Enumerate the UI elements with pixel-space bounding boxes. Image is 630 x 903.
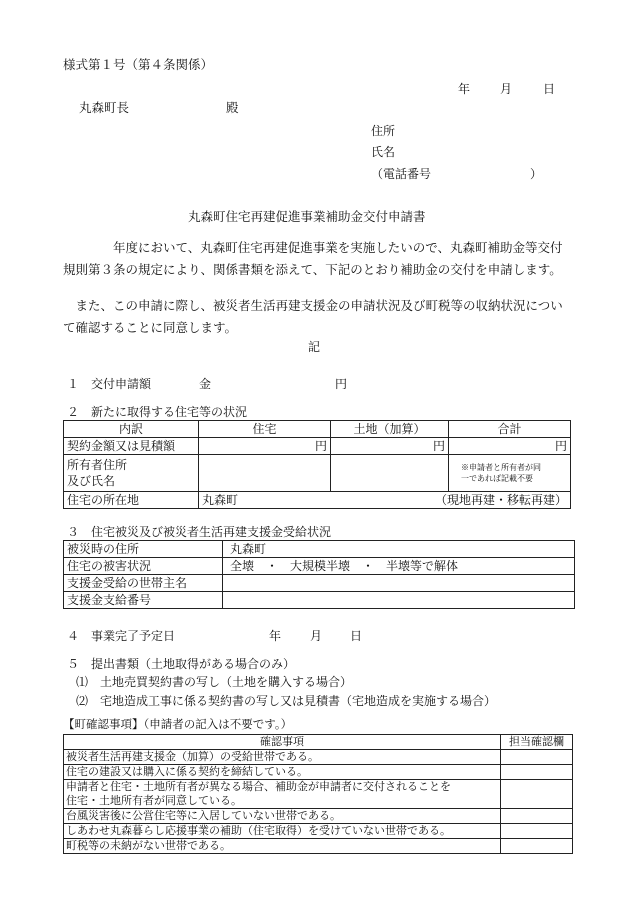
confirm-check-cell [501, 824, 573, 839]
confirm-item: 被災者生活再建支援金（加算）の受給世帯である。 [64, 750, 501, 765]
section4-label: ４ 事業完了予定日 [67, 629, 176, 643]
confirm-header-check: 担当確認欄 [501, 735, 573, 750]
confirm-item: しあわせ丸森暮らし応援事業の補助（住宅取得）を受けていない世帯である。 [64, 824, 501, 839]
section5-item: ⑴ 土地売買契約書の写し（土地を購入する場合） [76, 675, 353, 689]
confirm-check-cell [501, 750, 573, 765]
confirm-item: 町税等の未納がない世帯である。 [64, 839, 501, 854]
section3-heading: ３ 住宅被災及び被災者生活再建支援金受給状況 [67, 525, 332, 539]
form-id: 様式第１号（第４条関係） [63, 57, 214, 72]
section4-year: 年 [269, 629, 282, 643]
s2-contract-total-yen: 円 [449, 438, 571, 455]
confirm-item [64, 780, 501, 809]
section1-kin: 金 [199, 377, 212, 391]
confirm-check-cell [501, 765, 573, 780]
s2-owner-label [64, 455, 199, 492]
section1-label: １ 交付申請額 [67, 377, 152, 391]
confirm-item-line: 申請者と住宅・土地所有者が異なる場合、補助金が申請者に交付されることを [66, 780, 451, 793]
document-title: 丸森町住宅再建促進事業補助金交付申請書 [188, 209, 426, 224]
s2-location-value [199, 492, 571, 509]
s2-location-label: 住宅の所在地 [64, 492, 199, 509]
s2-owner-note [449, 455, 571, 492]
confirm-heading: 【町確認事項】（申請者の記入は不要です。） [63, 717, 293, 731]
confirm-table [63, 734, 573, 854]
section5-heading: ５ 提出書類（土地取得がある場合のみ） [67, 657, 296, 671]
s2-location-town: 丸森町 [202, 493, 239, 507]
s3-row-label: 被災時の住所 [64, 541, 223, 558]
confirm-item: 台風災害後に公営住宅等に入居していない世帯である。 [64, 809, 501, 824]
date-month: 月 [500, 82, 513, 96]
s2-note-a: ※申請者と所有者が同 [461, 463, 541, 472]
s2-contract-house-yen: 円 [199, 438, 331, 455]
s3-row-value [223, 592, 575, 609]
s3-row-label: 支援金受給の世帯主名 [64, 575, 223, 592]
body-paragraph-1: 年度において、丸森町住宅再建促進事業を実施したいので、丸森町補助金等交付規則第３条の規定により、関係書類を添えて、下記のとおり補助金の交付を申請します。 [63, 240, 563, 277]
s2-owner-house [199, 455, 331, 492]
s2-owner-land [331, 455, 449, 492]
confirm-item-line: 住宅・土地所有者が同意している。 [66, 794, 242, 807]
section4-day: 日 [350, 629, 363, 643]
applicant-phone-label: （電話番号 [371, 167, 432, 181]
s2-contract-land-yen: 円 [331, 438, 449, 455]
s2-note-b: 一であれば記載不要 [461, 474, 533, 483]
section1-yen: 円 [335, 377, 348, 391]
section2-heading: ２ 新たに取得する住宅等の状況 [67, 405, 248, 419]
section4-month: 月 [310, 629, 323, 643]
confirm-check-cell [501, 839, 573, 854]
s3-row-label: 住宅の被害状況 [64, 558, 223, 575]
confirm-check-cell [501, 809, 573, 824]
section3-table [63, 540, 575, 609]
s2-contract-label: 契約金額又は見積額 [64, 438, 199, 455]
s3-row-value [223, 575, 575, 592]
s2-header-house: 住宅 [199, 421, 331, 438]
s3-row-value: 全壊 ・ 大規模半壊 ・ 半壊等で解体 [223, 558, 575, 575]
section5-item: ⑵ 宅地造成工事に係る契約書の写し又は見積書（宅地造成を実施する場合） [76, 694, 497, 708]
date-year: 年 [458, 82, 471, 96]
body-paragraph-2: また、この申請に際し、被災者生活再建支援金の申請状況及び町税等の収納状況について確認することに同意します。 [63, 298, 563, 335]
s3-row-label: 支援金支給番号 [64, 592, 223, 609]
date-day: 日 [543, 82, 556, 96]
section2-table [63, 420, 571, 509]
s2-owner-label-a: 所有者住所 [67, 458, 128, 472]
applicant-phone-close: ） [530, 167, 543, 181]
s2-header-land: 土地（加算） [331, 421, 449, 438]
addressee-honorific: 殿 [226, 100, 239, 115]
ki-label: 記 [308, 340, 321, 354]
applicant-name-label: 氏名 [371, 145, 396, 159]
s3-row-value: 丸森町 [223, 541, 575, 558]
addressee-name: 丸森町長 [79, 100, 130, 115]
s2-location-type: （現地再建・移転再建） [434, 493, 567, 507]
s2-owner-label-b: 及び氏名 [67, 474, 116, 488]
confirm-check-cell [501, 780, 573, 809]
confirm-header-items: 確認事項 [64, 735, 501, 750]
confirm-item: 住宅の建設又は購入に係る契約を締結している。 [64, 765, 501, 780]
s2-header-breakdown: 内訳 [64, 421, 199, 438]
applicant-address-label: 住所 [371, 124, 396, 138]
s2-header-total: 合計 [449, 421, 571, 438]
